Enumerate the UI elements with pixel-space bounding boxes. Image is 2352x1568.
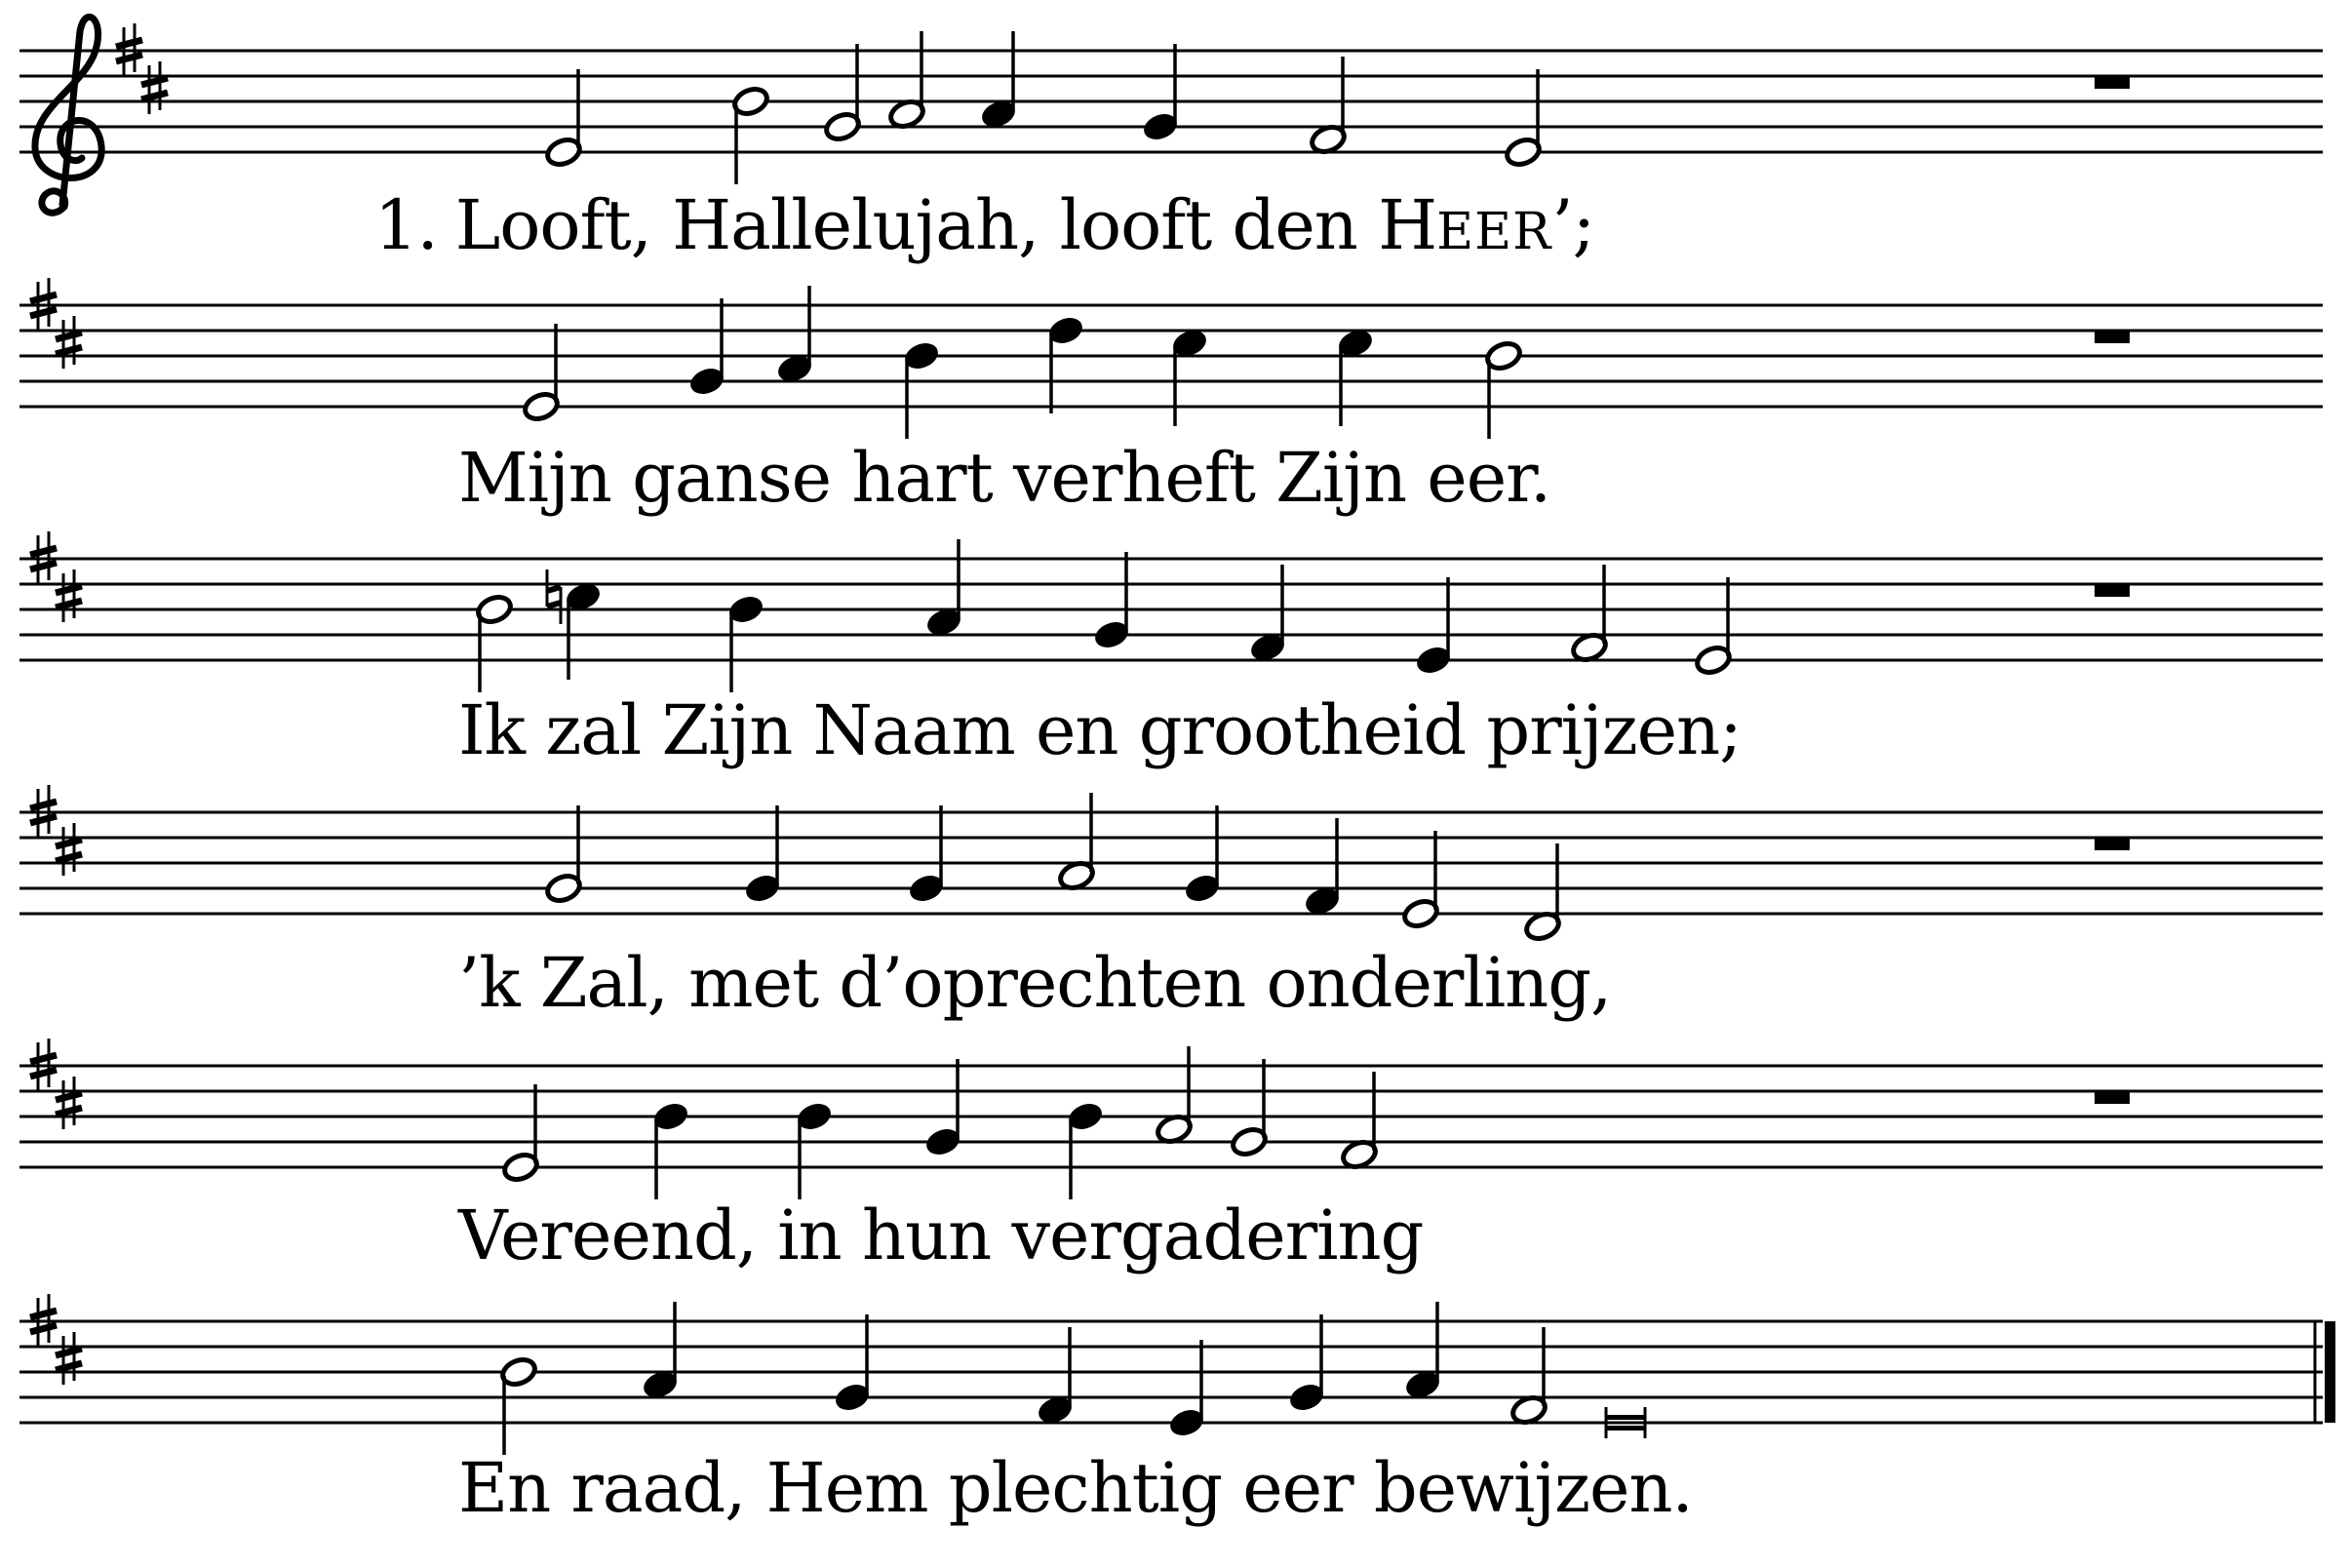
- note-6-3: [833, 1314, 872, 1414]
- note-6-5: [1167, 1340, 1206, 1439]
- note-5-5: [1066, 1100, 1105, 1199]
- note-3-3: [726, 593, 765, 692]
- note-6-8: [1509, 1327, 1548, 1427]
- note-4-8: [1523, 843, 1562, 943]
- note-4-3: [907, 805, 946, 905]
- note-2-1: [522, 324, 561, 423]
- note-6-1: [499, 1355, 538, 1455]
- note-4-1: [544, 805, 583, 905]
- treble-clef-icon: [35, 17, 101, 213]
- lyric-line-4: ’k Zal, met d’oprechten onderling,: [458, 943, 1612, 1023]
- staff-system-2: [20, 278, 2323, 439]
- note-1-3: [823, 44, 862, 143]
- note-3-2: [547, 569, 603, 680]
- note-3-4: [924, 539, 963, 639]
- note-5-1: [501, 1084, 540, 1184]
- note-2-6: [1170, 327, 1209, 426]
- rest-1: [2095, 76, 2130, 89]
- note-6-7: [1403, 1302, 1442, 1401]
- rest-5: [2095, 1091, 2130, 1104]
- note-4-5: [1183, 805, 1222, 905]
- note-1-1: [544, 69, 583, 169]
- note-6-2: [641, 1302, 680, 1401]
- note-4-4: [1057, 793, 1096, 892]
- rest-4: [2095, 838, 2130, 850]
- note-3-5: [1092, 552, 1131, 651]
- note-2-7: [1336, 327, 1375, 426]
- note-2-8: [1484, 339, 1523, 439]
- note-1-8: [1504, 69, 1543, 169]
- rest-2: [2095, 331, 2130, 343]
- note-2-2: [687, 298, 726, 398]
- note-1-6: [1141, 44, 1180, 143]
- note-4-7: [1401, 831, 1440, 930]
- note-6-4: [1036, 1327, 1075, 1427]
- lyric-line-5: Vereend, in hun vergadering: [458, 1196, 1424, 1275]
- note-3-1: [475, 593, 514, 692]
- note-5-2: [651, 1100, 690, 1199]
- note-3-6: [1248, 565, 1287, 664]
- staff-system-6: [20, 1294, 2335, 1455]
- note-5-3: [795, 1100, 834, 1199]
- note-2-3: [775, 286, 814, 385]
- lyric-line-3: Ik zal Zijn Naam en grootheid prijzen;: [458, 690, 1742, 770]
- note-5-7: [1230, 1059, 1269, 1158]
- lyric-line-1-text: Looft, Hallelujah, looft den H: [454, 185, 1437, 265]
- staff-system-1: [20, 17, 2323, 213]
- lyric-line-1: [374, 185, 1595, 265]
- note-5-4: [923, 1059, 962, 1158]
- rest-3: [2095, 584, 2130, 597]
- note-5-6: [1155, 1046, 1194, 1146]
- lyric-line-2: Mijn ganse hart verheft Zijn eer.: [458, 438, 1551, 518]
- note-2-5: [1046, 314, 1085, 413]
- lyric-line-1-end: ’;: [1551, 185, 1595, 265]
- note-1-5: [979, 31, 1018, 131]
- lyric-line-6: En raad, Hem plechtig eer bewijzen.: [458, 1448, 1693, 1528]
- verse-number: 1.: [374, 185, 438, 265]
- note-1-7: [1309, 57, 1348, 156]
- staff-system-3: [20, 531, 2323, 692]
- note-1-2: [731, 85, 770, 184]
- note-4-2: [743, 805, 782, 905]
- staff-system-4: [20, 785, 2323, 943]
- note-3-7: [1414, 577, 1453, 677]
- staff-system-5: [20, 1039, 2323, 1199]
- note-6-6: [1287, 1314, 1326, 1414]
- note-2-4: [902, 339, 941, 439]
- lyric-line-1-smallcaps: EER: [1436, 203, 1552, 261]
- note-3-9: [1694, 577, 1733, 677]
- note-4-6: [1303, 818, 1342, 918]
- note-5-8: [1340, 1072, 1379, 1171]
- note-1-4: [887, 31, 926, 131]
- note-3-8: [1570, 565, 1609, 664]
